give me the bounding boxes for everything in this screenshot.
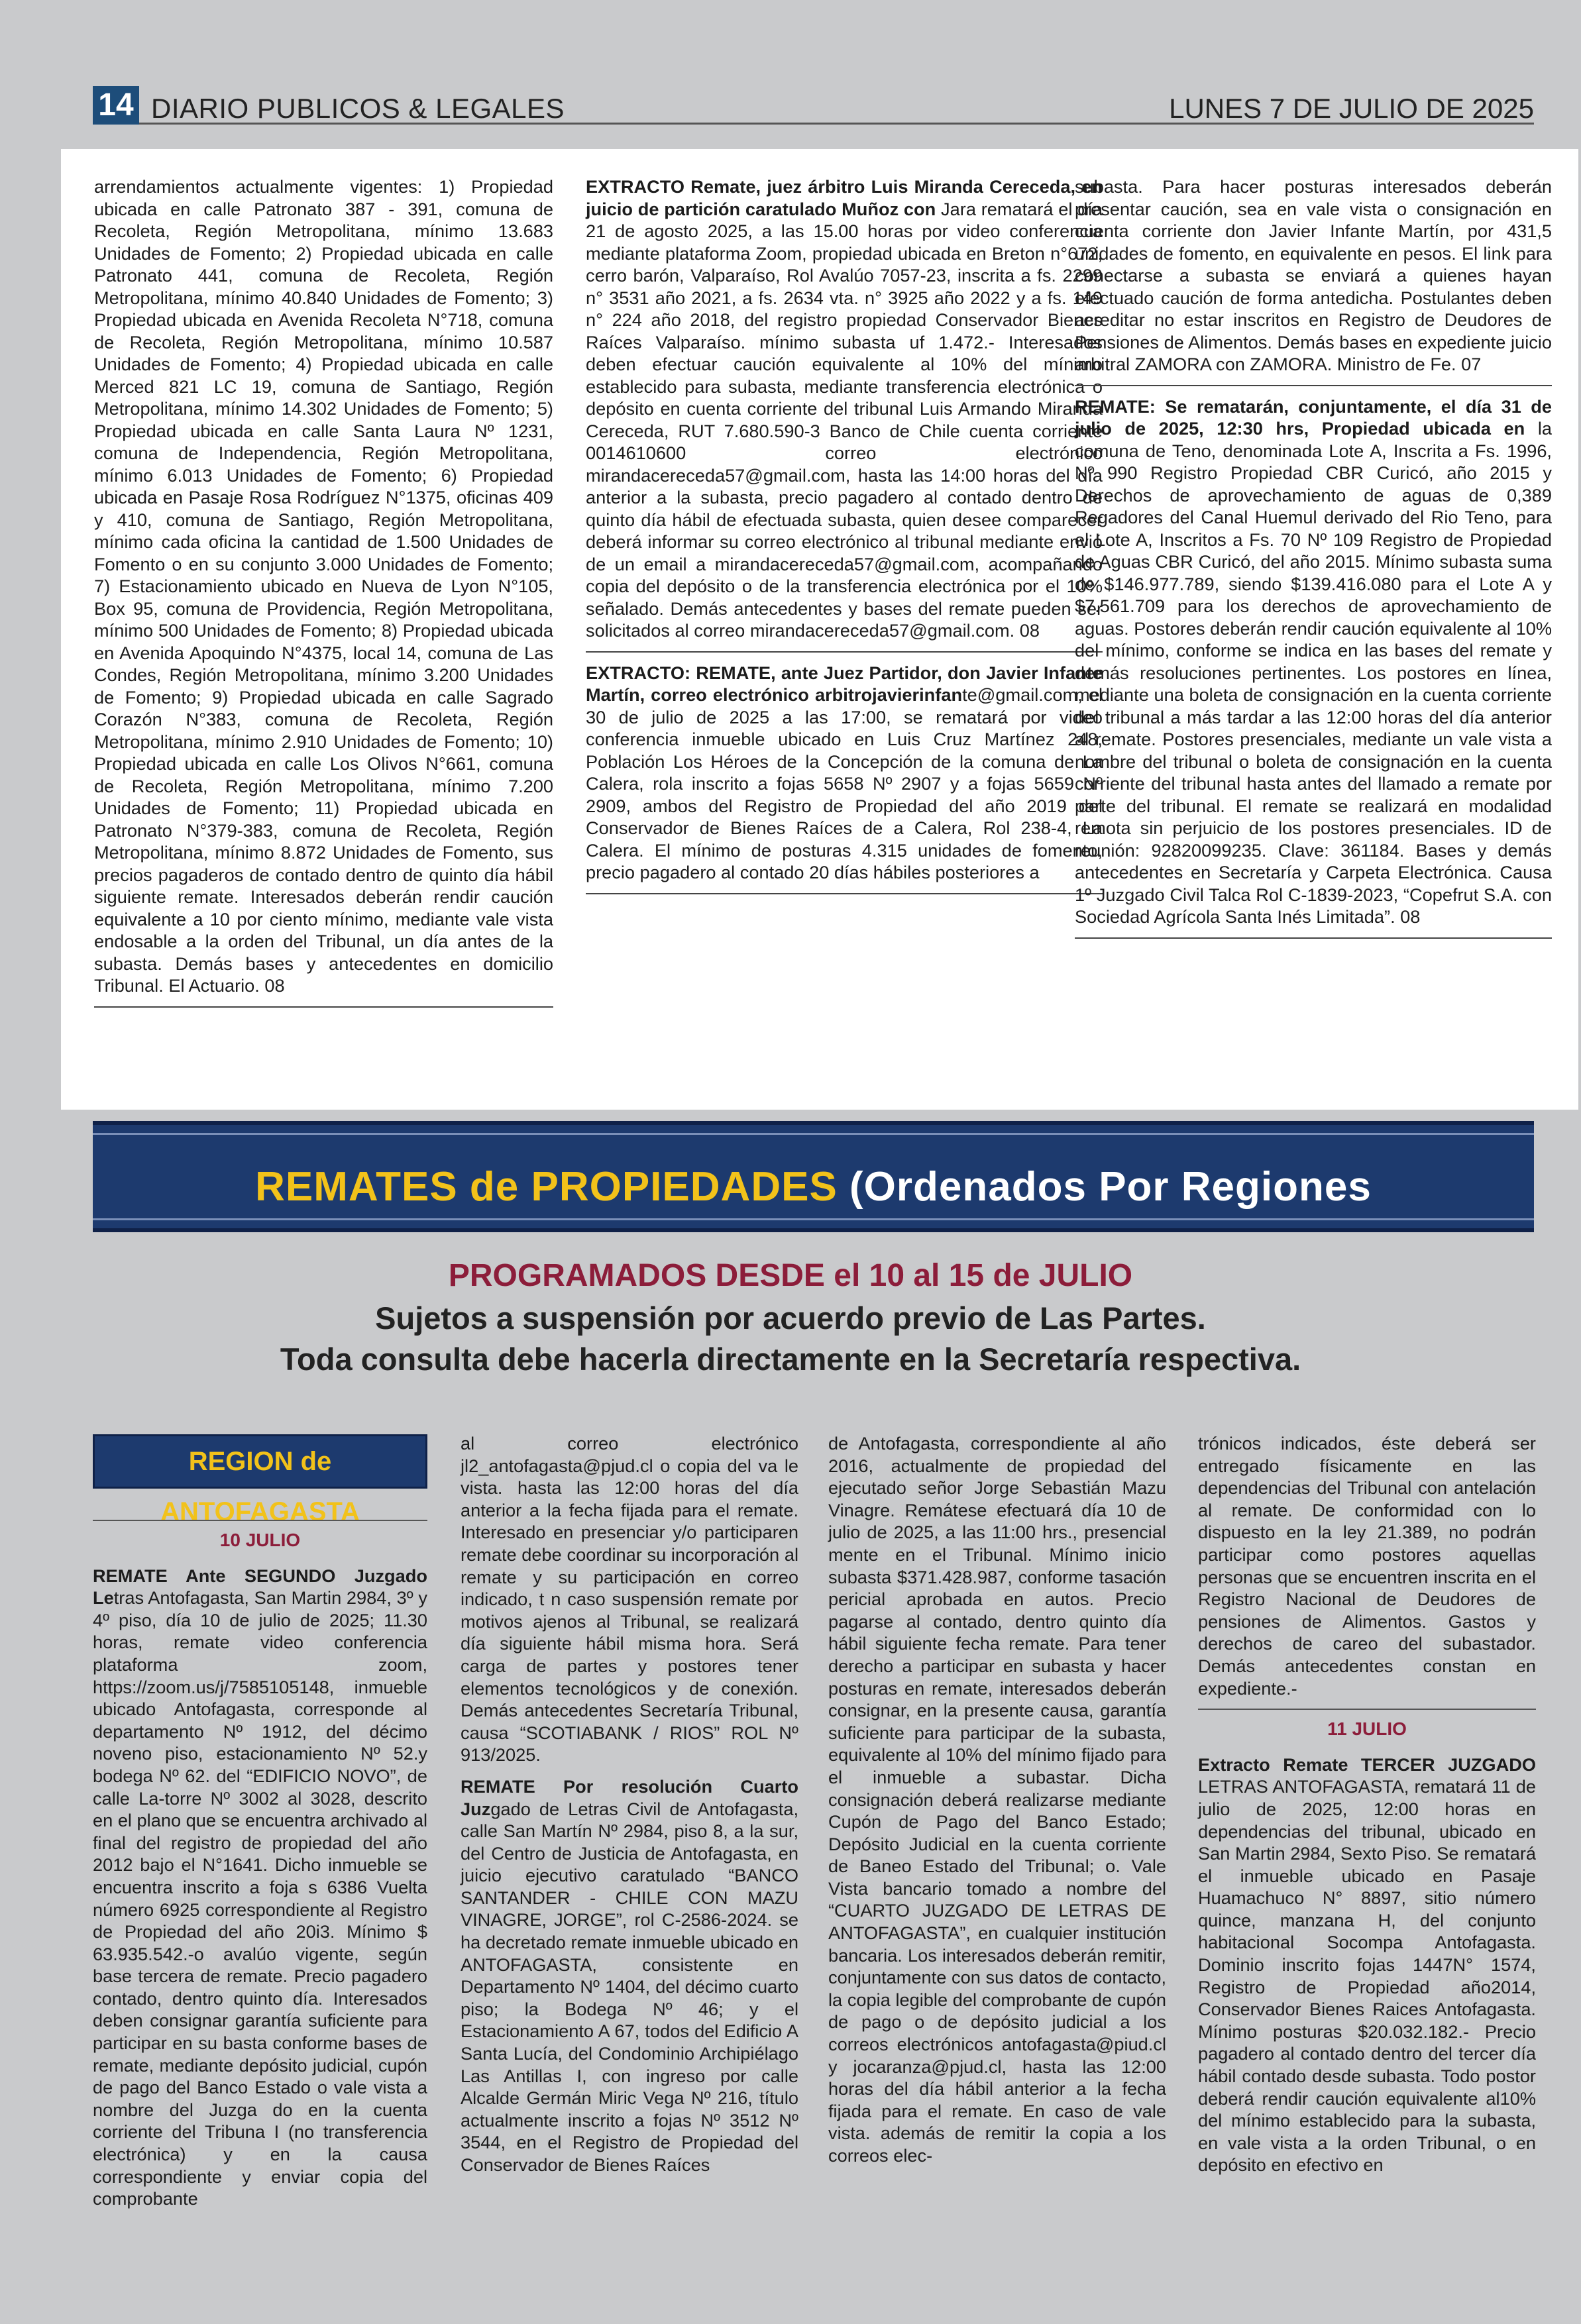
- auction-column-4: [1198, 1432, 1536, 2186]
- auction-column-2: [461, 1432, 798, 2186]
- publication-date: LUNES 7 DE JULIO DE 2025: [1169, 93, 1534, 124]
- auction-notice: [461, 1775, 798, 2176]
- notice-heading: REMATE Ante SEGUNDO Juzgado Le: [93, 1565, 427, 1609]
- banner-title-main: REMATES de PROPIEDADES: [255, 1164, 838, 1210]
- date-heading: 11 JULIO: [1198, 1709, 1536, 1740]
- notice-heading: EXTRACTO Remate, juez árbitro Luis Miranda Cereceda, en juicio de partición caratulado Muñoz con: [586, 176, 1103, 219]
- notice-text: arrendamientos actualmente vigentes: 1) Propiedad ubicada en calle Patronato 387 - 391, comuna de Recoleta, Región Metropolitana, mínimo 13.683 Unidades de Fomento; 2) Propiedad ubicada en calle Patronato 441, comuna de Recoleta, Región Metropolitana, mínimo 40.840 Unidades de Fomento; 3) Propiedad ubicada en Avenida Recoleta N°718, comuna de Recoleta, Región Metropolitana, mínimo 10.587 Unidades de Fomento; 4) Propiedad ubicada en calle Merced 821 LC 19, comuna de Santiago, Región Metropolitana, mínimo 14.302 Unidades de Fomento; 5) Propiedad ubicada en calle Santa Laura Nº 1231, comuna de Independencia, Región Metropolitana, mínimo 6.013 Unidades de Fomento; 6) Propiedad ubicada en Pasaje Rosa Rodríguez N°1375, oficinas 409 y 410, comuna de Santiago, Región Metropolitana, mínimo cada oficina la cantidad de 1.500 Unidades de Fomento o en su conjunto 3.000 Unidades de Fomento; 7) Estacionamiento ubicado en Nueva de Lyon N°105, Box 95, comuna de Providencia, Región Metropolitana, mínimo 500 Unidades de Fomento; 8) Propiedad ubicada en Avenida Apoquindo N°4375, local 14, comuna de Las Condes, Región Metropolitana, mínimo 3.200 Unidades de Fomento; 9) Propiedad ubicada en calle Sagrado Corazón N°383, comuna de Recoleta, Región Metropolitana, mínimo 2.910 Unidades de Fomento; 10) Propiedad ubicada en calle Los Olivos N°661, comuna de Recoleta, Región Metropolitana, mínimo 7.200 Unidades de Fomento; 11) Propiedad ubicada en Patronato N°379-383, comuna de Recoleta, Región Metropolitana, mínimo 8.872 Unidades de Fomento, sus precios pagaderos de contado dentro de quinto día hábil siguiente remate. Interesados deberán rendir caución equivalente a 10 por ciento mínimo, mediante vale vista endosable a la orden del Tribunal, un día antes de la subasta. Demás bases y antecedentes en domicilio Tribunal. El Actuario. 08: [94, 176, 553, 996]
- notice-heading: EXTRACTO: REMATE, ante Juez Partidor, don Javier Infante Martín, correo electrónico arbitrojavierinfan: [586, 662, 1103, 705]
- section-banner: [93, 1121, 1534, 1232]
- region-label: REGION de ANTOFAGASTA: [93, 1434, 427, 1489]
- divider: [586, 651, 1103, 653]
- auction-notice: [93, 1565, 427, 2210]
- notice-line: Toda consulta debe hacerla directamente en la Secretaría respectiva.: [280, 1342, 1301, 1377]
- page-number: 14: [93, 86, 139, 125]
- date-heading: 10 JULIO: [93, 1520, 427, 1552]
- notice-text: LETRAS ANTOFAGASTA, rematará 11 de julio de 2025, 12:00 horas en dependencias del tribunal, ubicado en San Martin 2984, Sexto Piso. Se rematará el inmueble ubicado en Pasaje Huamachuco N° 8897, sitio número quince, manzana H, del conjunto habitacional Socompa Antofagasta. Dominio inscrito fojas 1447N° 1574, Registro de Propiedad año2014, Conservador Bienes Raices Antofagasta. Mínimo posturas $20.032.182.- Precio pagadero al contado dentro del tercer día hábil contado desde subasta. Todo postor deberá rendir caución equivalente al10% del mínimo establecido para la subasta, en vale vista a la orden Tribunal, o en depósito en efectivo en: [1198, 1776, 1536, 2176]
- banner-title: [93, 1163, 1534, 1210]
- notice-text: gado de Letras Civil de Antofagasta, calle San Martín Nº 2984, piso 8, a la sur, del Centro de Justicia de Antofagasta, en juicio ejecutivo caratulado “BANCO SANTANDER - CHILE CON MAZU VINAGRE, JORGE”, rol C-2586-2024. se ha decretado remate inmueble ubicado en ANTOFAGASTA, consistente en Departamento Nº 1404, del décimo cuarto piso; la Bodega Nº 46; y el Estacionamiento A 67, todos del Edificio A Santa Lucía, del Condominio Archipiélago Las Antillas I, con ingreso por calle Alcalde Germán Miric Vega Nº 216, título actualmente inscrito a fojas Nº 3512 Nº 3544, en el Registro de Propiedad del Conservador de Bienes Raíces: [461, 1798, 798, 2175]
- schedule-heading: PROGRAMADOS DESDE el 10 al 15 de JULIO: [448, 1258, 1133, 1293]
- notice-text: subasta. Para hacer posturas interesados deberán presentar caución, sea en vale vista o consignación en cuenta corriente don Javier Infante Martín, por 431,5 unidades de fomento, en equivalente en pesos. El link para conectarse a subasta se enviará a quienes hayan efectuado caución de forma antedicha. Postulantes deben acreditar no estar inscritos en Registro de Deudores de Pensiones de Alimentos. Demás bases en expediente juicio arbitral ZAMORA con ZAMORA. Ministro de Fe. 07: [1075, 176, 1552, 374]
- banner-title-sub: (Ordenados Por Regiones: [837, 1164, 1372, 1210]
- divider: [94, 1006, 553, 1008]
- notice-column-1: [94, 176, 553, 1017]
- notice-text: al correo electrónico jl2_antofagasta@pjud.cl o copia del va le vista. hasta las 12:00 horas del día anterior a la fecha fijada para el remate. Interesado en presenciar y/o participaren remate debe coordinar su incorporación al remate y su participación en correo indicado, t n caso suspensión remate por motivos ajenos al Tribunal, se realizará día siguiente hábil misma hora. Será carga de partes y postores tener elementos tecnológicos y de conexión. Demás antecedentes Secretaría Tribunal, causa “SCOTIABANK / RIOS” ROL Nº 913/2025.: [461, 1433, 798, 1766]
- notice-text: Jara rematará el día 21 de agosto 2025, a las 15.00 horas por video conferencia mediante plataforma Zoom, propiedad ubicada en Breton n°672, cerro barón, Valparaíso, Rol Avalúo 7057-23, inscrita a fs. 2299 n° 3531 año 2021, a fs. 2634 vta. n° 3925 año 2022 y a fs. 149 n° 224 año 2018, del registro propiedad Conservador Bienes Raíces Valparaíso. mínimo subasta uf 1.472.- Interesados deben efectuar caución equivalente al 10% del mínimo establecido para subasta, mediante transferencia electrónica o depósito en cuenta corriente del tribunal Luis Armando Miranda Cereceda, RUT 7.680.590-3 Banco de Chile cuenta corriente 0014610600 correo electrónico mirandacereceda57@gmail.com, hasta las 14:00 horas del día anterior a la subasta, precio pagadero al contado dentro de quinto día hábil de efectuada subasta, quien desee comparecer deberá informar su correo electrónico al tribunal mediante envió de un email a mirandacereceda57@gmail.com, acompañando copia del depósito o de la transferencia electrónica por el 10% señalado. Demás antecedentes y bases del remate pueden ser solicitados al correo mirandacereceda57@gmail.com. 08: [586, 198, 1103, 641]
- auction-column-3: [828, 1432, 1166, 2176]
- banner-rule: [93, 1218, 1534, 1220]
- notice-column-2: [586, 176, 1103, 904]
- divider: [1075, 937, 1552, 939]
- top-notices-panel: [61, 149, 1578, 1110]
- notice-remate-teno: [1075, 396, 1552, 928]
- notice-heading: REMATE Por resolución Cuarto Juz: [461, 1775, 798, 1819]
- notice-heading: REMATE: Se rematarán, conjuntamente, el día 31 de julio de 2025, 12:30 hrs, Propiedad ubicada en: [1075, 396, 1552, 439]
- notice-column-3: [1075, 176, 1552, 948]
- notice-text: de Antofagasta, correspondiente al año 2016, actualmente de propiedad del ejecutado señor Jorge Sebastián Mazu Vinagre. Remátese efectuará día 10 de julio de 2025, a las 11:00 hrs., presencial mente en el Tribunal. Mínimo inicio subasta $371.428.987, conforme tasación pericial aprobada en autos. Precio pagarse al contado, dentro quinto día hábil siguiente fecha remate. Para tener derecho a participar en subasta y hacer posturas en remate, interesados deberán consignar, en la presente causa, garantía suficiente para participar de la subasta, equivalente al 10% del mínimo fijado para el inmueble a subastar. Dicha consignación deberá realizarse mediante Cupón de Pago del Banco Estado; Depósito Judicial en la cuenta corriente de Baneo Estado del Tribunal; o. Vale Vista bancario tomado a nombre del “CUARTO JUZGADO DE LETRAS DE ANTOFAGASTA”, en cualquier institución bancaria. Los interesados deberán remitir, conjuntamente con sus datos de contacto, la copia legible del comprobante de cupón de pago o de depósito judicial a los correos electrónicos antofagasta@piud.cl y jocaranza@pjud.cl, hasta las 12:00 horas del día hábil anterior a la fecha fijada para el remate. En caso de vale vista. además de remitir la copia a los correos elec-: [828, 1433, 1166, 2166]
- divider: [586, 893, 1103, 894]
- auction-column-1: [93, 1517, 427, 2219]
- page-header: [93, 85, 1534, 125]
- notice-extracto-miranda: [586, 176, 1103, 642]
- notice-line: Sujetos a suspensión por acuerdo previo de Las Partes.: [375, 1300, 1206, 1336]
- publication-name: DIARIO PUBLICOS & LEGALES: [151, 93, 565, 124]
- notice-extracto-infante: [586, 662, 1103, 884]
- divider: [1075, 385, 1552, 386]
- notice-text: te@gmail.com, el 30 de julio de 2025 a las 17:00, se rematará por video conferencia inmueble ubicado en Luis Cruz Martínez 248, Población Los Héroes de la Concepción de la comuna de La Calera, rola inscrito a fojas 5658 Nº 2907 y a fojas 5659 Nº 2909, ambos del Registro de Propiedad del año 2019 del Conservador de Bienes Raíces de a Calera, Rol 238-4, La Calera. El mínimo de posturas 4.315 unidades de fomento, precio pagadero al contado 20 días hábiles posteriores a: [586, 684, 1103, 882]
- notice-heading: Extracto Remate TERCER JUZGADO: [1198, 1754, 1536, 1775]
- auction-notice: [1198, 1754, 1536, 2176]
- notice-text: trónicos indicados, éste deberá ser entregado físicamente en las dependencias del Tribunal con antelación al remate. De conformidad con lo dispuesto en la ley 21.389, no podrán participar como postores aquellas personas que se encuentren inscrita en el Registro Nacional de Deudores de pensiones de Alimentos. Gastos y derechos de careo del subastador. Demás antecedentes constan en expediente.-: [1198, 1433, 1536, 1699]
- banner-rule: [93, 1133, 1534, 1135]
- notice-text: la comuna de Teno, denominada Lote A, Inscrita a Fs. 1996, Nº 990 Registro Propiedad CBR Curicó, año 2015 y Derechos de aprovechamiento de aguas de 0,389 Regadores del Canal Huemul derivado del Rio Teno, para el Lote A, Inscritos a Fs. 70 Nº 109 Registro de Propiedad de Aguas CBR Curicó, del año 2015. Mínimo subasta suma de $146.977.789, siendo $139.416.080 para el Lote A y $7.561.709 para los derechos de aprovechamiento de aguas. Postores deberán rendir caución equivalente al 10% del mínimo, conforme se indica en las bases del remate y demás resoluciones pertinentes. Los postores en línea, mediante una boleta de consignación en la cuenta corriente del tribunal a más tardar a las 12:00 horas del día anterior al remate. Postores presenciales, mediante un vale vista a nombre del tribunal o boleta de consignación en la cuenta corriente del tribunal hasta antes del llamado a remate por parte del tribunal. El remate se realizará en modalidad remota sin perjuicio de los postores presenciales. ID de reunión: 92820099235. Clave: 361184. Bases y demás antecedentes en Secretaría y Carpeta Electrónica. Causa 1º Juzgado Civil Talca Rol C-1839-2023, “Copefrut S.A. con Sociedad Agrícola Santa Inés Limitada”. 08: [1075, 418, 1553, 927]
- notice-text: tras Antofagasta, San Martin 2984, 3º y 4º piso, día 10 de julio de 2025; 11.30 horas, remate video conferencia plataforma zoom, https://zoom.us/j/7585105148, inmueble ubicado Antofagasta, corresponde al departamento Nº 1912, del décimo noveno piso, estacionamiento Nº 52.y bodega Nº 62. del “EDIFICIO NOVO”, de calle La-torre Nº 3002 al 3028, descrito en el plano que se encuentra archivado al final del registro de propiedad del año 2012 bajo el N°1641. Dicho inmueble se encuentra inscrito a foja s 6386 Vuelta número 6925 correspondiente al Registro de Propiedad del año 20i3. Mínimo $ 63.935.542.-o avalúo vigente, según base tercera de remate. Precio pagadero contado, dentro quinto día. Interesados deben consignar garantía suficiente para participar en su basta conforme bases de remate, mediante depósito judicial, cupón de pago del Banco Estado o vale vista a nombre del Juzga do en la cuenta corriente del Tribuna I (no transferencia electrónica) y en la causa correspondiente y enviar copia del comprobante: [93, 1587, 427, 2209]
